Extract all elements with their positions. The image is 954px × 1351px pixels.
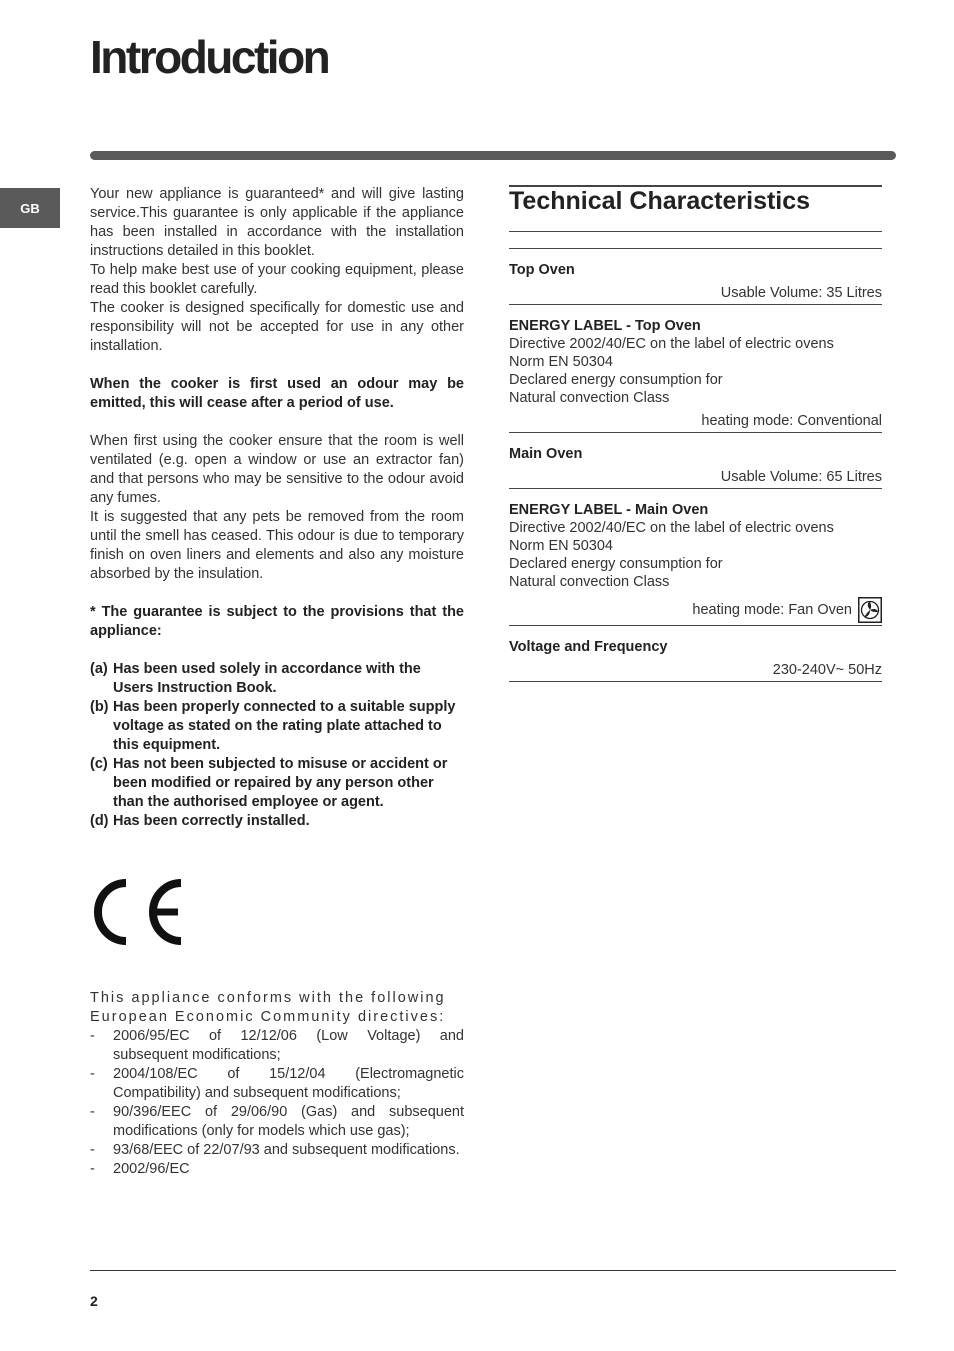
directive-item: - 93/68/EEC of 22/07/93 and subsequent modifications. (90, 1141, 464, 1160)
energy-label-main-section (509, 501, 882, 626)
guarantee-condition (90, 755, 464, 812)
top-oven-section (509, 261, 882, 305)
voltage-value: 230-240V~ 50Hz (772, 662, 882, 678)
fan-oven-icon (858, 597, 882, 623)
title-divider (90, 151, 896, 160)
guarantee-condition (90, 698, 464, 755)
intro-paragraph: It is suggested that any pets be removed from the room until the smell has ceased. This odour is due to temporary finish on oven liners and elements and also any moisture absorbed by the insulation. (90, 509, 464, 582)
main-oven-volume: Usable Volume: 65 Litres (720, 469, 882, 485)
condition-tag: (d) (90, 813, 109, 829)
odour-warning: When the cooker is first used an odour may be emitted, this will cease after a period of use. (90, 376, 464, 411)
condition-text: Has not been subjected to misuse or accident or been modified or repaired by any person other than the authorised employee or agent. (113, 756, 448, 810)
top-oven-label: Top Oven (509, 262, 575, 278)
energy-top-line: Directive 2002/40/EC on the label of electric ovens (509, 336, 834, 352)
directive-item: - 2006/95/EC of 12/12/06 (Low Voltage) and subsequent modifications; (90, 1028, 464, 1063)
directive-text: 90/396/EEC of 29/06/90 (Gas) and subsequent modifications (only for models which use gas); (113, 1104, 464, 1139)
energy-top-label: ENERGY LABEL - Top Oven (509, 318, 701, 334)
directive-text: 2004/108/EC of 15/12/04 (Electromagnetic Compatibility) and subsequent modifications; (113, 1066, 464, 1101)
directive-text: 93/68/EEC of 22/07/93 and subsequent modifications. (113, 1142, 460, 1158)
directive-text: 2006/95/EC of 12/12/06 (Low Voltage) and subsequent modifications; (113, 1028, 464, 1063)
tech-divider (509, 248, 882, 249)
directive-item: - 2004/108/EC of 15/12/04 (Electromagnetic Compatibility) and subsequent modifications; (90, 1066, 464, 1101)
voltage-label: Voltage and Frequency (509, 639, 668, 655)
energy-main-label: ENERGY LABEL - Main Oven (509, 502, 709, 518)
language-tab: GB (0, 188, 60, 228)
conformity-section (90, 989, 464, 1179)
voltage-section (509, 638, 882, 682)
main-oven-section (509, 445, 882, 489)
intro-paragraph: Your new appliance is guaranteed* and will give lasting service.This guarantee is only applicable if the appliance has been installed in accordance with the installation instructions detailed in this booklet. (90, 186, 464, 259)
conformity-intro: This appliance conforms with the following European Economic Community directives: (90, 990, 446, 1025)
technical-characteristics (509, 185, 882, 682)
intro-paragraph: To help make best use of your cooking equipment, please read this booklet carefully. (90, 262, 464, 297)
footer-divider (90, 1270, 896, 1271)
page-title: Introduction (90, 31, 329, 83)
condition-tag: (c) (90, 756, 108, 772)
energy-main-line: Norm EN 50304 (509, 538, 613, 554)
guarantee-heading: * The guarantee is subject to the provisions that the appliance: (90, 604, 464, 639)
guarantee-condition (90, 812, 464, 831)
directive-item: - 2002/96/EC (90, 1160, 464, 1179)
page-number: 2 (90, 1293, 98, 1309)
tech-title: Technical Characteristics (509, 185, 882, 232)
condition-text: Has been used solely in accordance with the Users Instruction Book. (113, 661, 421, 696)
introduction-column (90, 185, 464, 831)
condition-text: Has been correctly installed. (113, 813, 310, 829)
condition-tag: (b) (90, 699, 109, 715)
energy-main-mode: heating mode: Fan Oven (692, 602, 852, 618)
energy-main-line: Directive 2002/40/EC on the label of electric ovens (509, 520, 834, 536)
energy-main-mode-row (509, 597, 882, 625)
directive-text: 2002/96/EC (113, 1161, 190, 1177)
energy-main-line: Natural convection Class (509, 574, 670, 590)
energy-top-mode: heating mode: Conventional (701, 413, 882, 429)
energy-main-line: Declared energy consumption for (509, 556, 723, 572)
condition-tag: (a) (90, 661, 108, 677)
intro-paragraph: When first using the cooker ensure that the room is well ventilated (e.g. open a window or use an extractor fan) and that persons who may be sensitive to the odour avoid any fumes. (90, 433, 464, 506)
top-oven-volume: Usable Volume: 35 Litres (720, 285, 882, 301)
ce-mark-icon (90, 877, 186, 947)
intro-paragraph: The cooker is designed specifically for domestic use and responsibility will not be accepted for use in any other installation. (90, 300, 464, 354)
energy-top-line: Norm EN 50304 (509, 354, 613, 370)
energy-label-top-section (509, 317, 882, 433)
condition-text: Has been properly connected to a suitable supply voltage as stated on the rating plate attached to this equipment. (113, 699, 456, 753)
energy-top-line: Natural convection Class (509, 390, 670, 406)
energy-top-line: Declared energy consumption for (509, 372, 723, 388)
guarantee-condition (90, 660, 464, 698)
main-oven-label: Main Oven (509, 446, 583, 462)
directive-item: - 90/396/EEC of 29/06/90 (Gas) and subsequent modifications (only for models which use gas); (90, 1104, 464, 1139)
